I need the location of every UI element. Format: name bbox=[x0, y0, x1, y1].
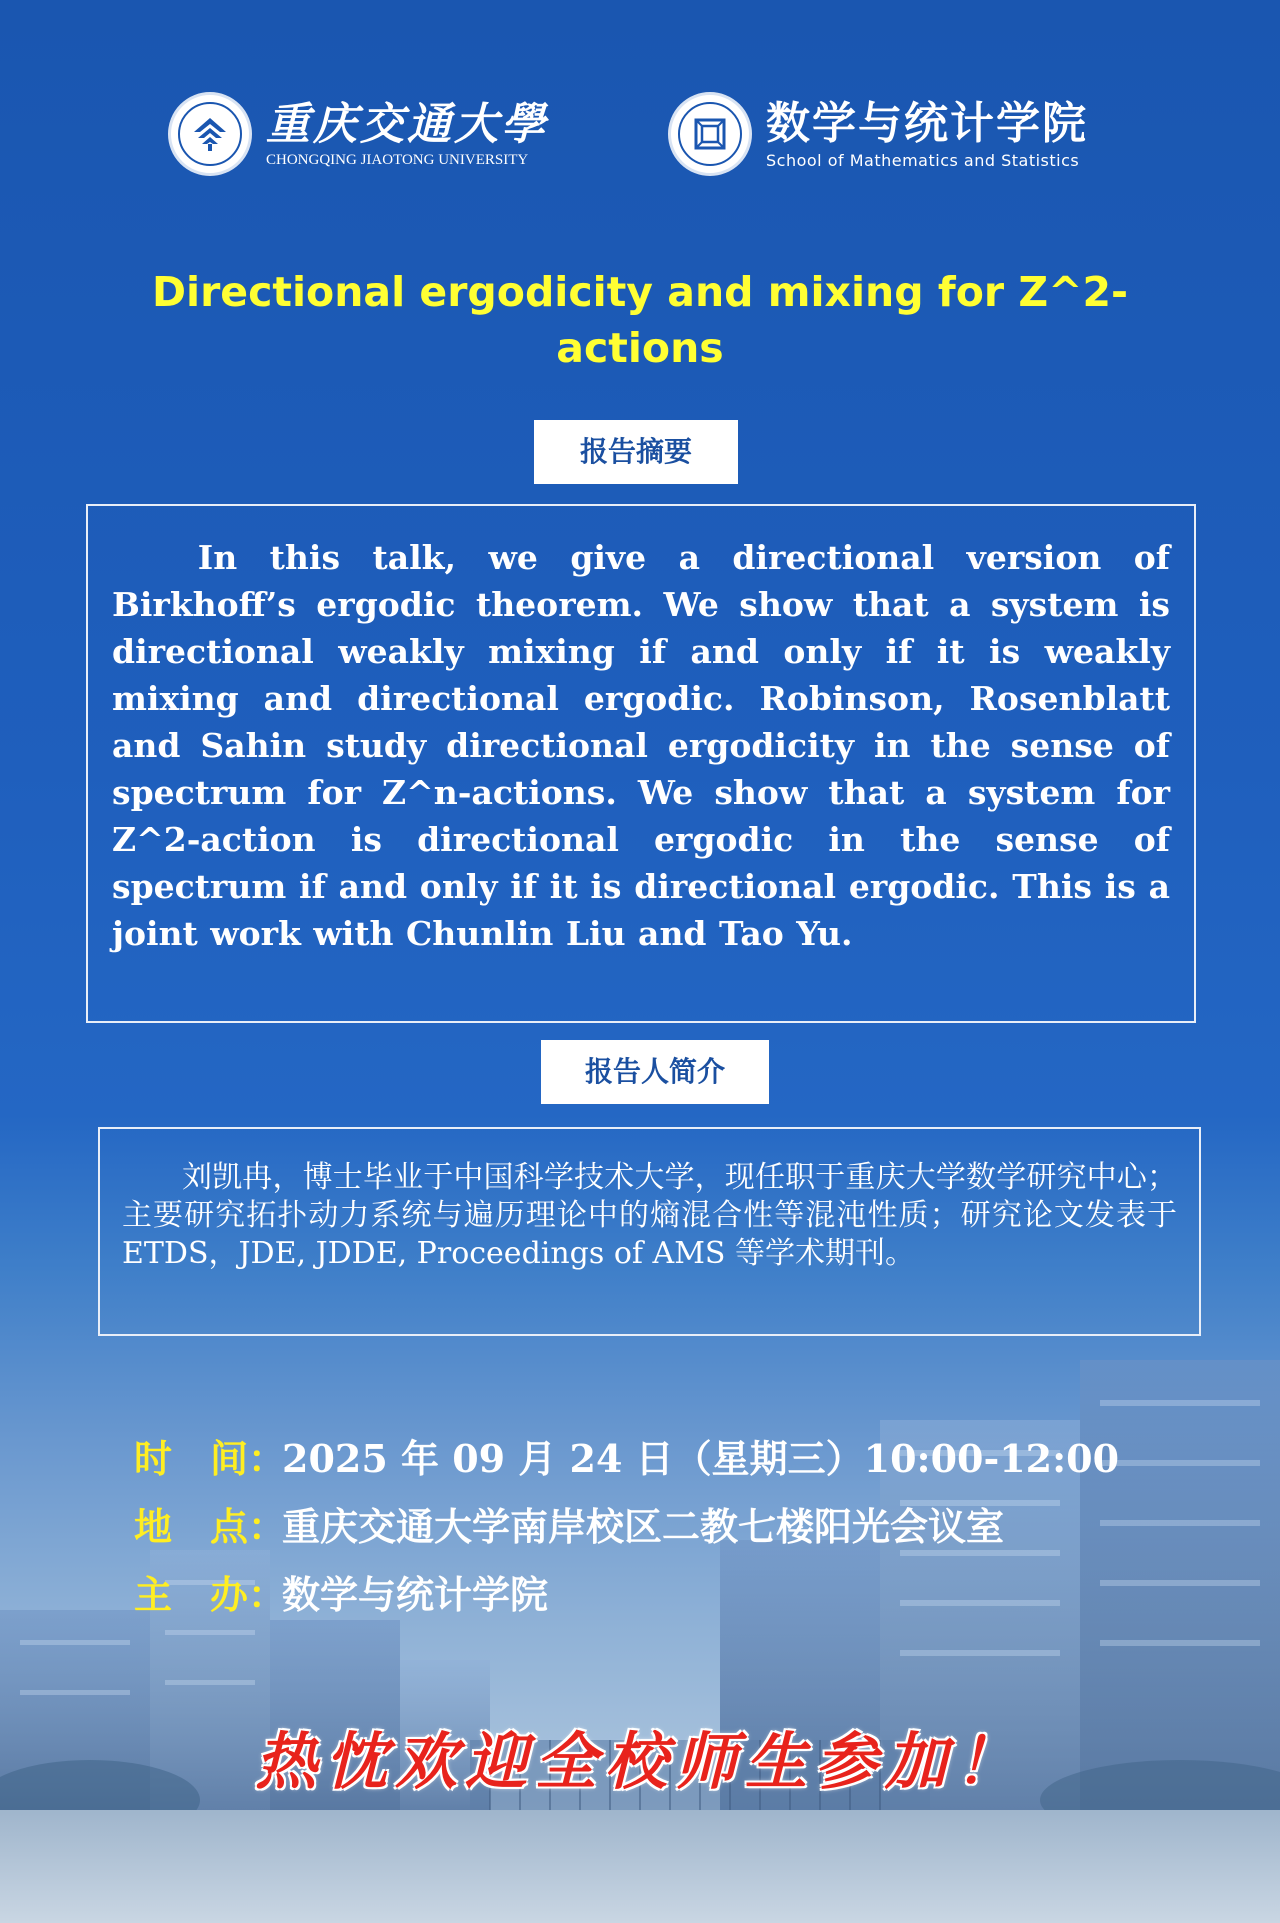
school-seal-icon bbox=[668, 92, 752, 176]
time-value: 2025 年 09 月 24 日（星期三）10:00-12:00 bbox=[282, 1436, 1120, 1481]
university-logo bbox=[168, 92, 548, 176]
time-row bbox=[134, 1428, 1119, 1483]
host-row bbox=[134, 1564, 548, 1619]
bio-label: 报告人简介 bbox=[541, 1040, 769, 1104]
abstract-label: 报告摘要 bbox=[534, 420, 738, 484]
university-seal-icon bbox=[168, 92, 252, 176]
bio-box bbox=[98, 1127, 1201, 1336]
header bbox=[0, 92, 1280, 182]
bio-text: 刘凯冉，博士毕业于中国科学技术大学，现任职于重庆大学数学研究中心；主要研究拓扑动力系统与遍历理论中的熵混合性等混沌性质；研究论文发表于 ETDS，JDE, JDDE, Proceedings of AMS 等学术期刊。 bbox=[122, 1160, 1177, 1271]
school-name-en: School of Mathematics and Statistics bbox=[766, 150, 1080, 170]
talk-title: Directional ergodicity and mixing for Z^2-actions bbox=[151, 268, 1128, 372]
school-name-cn: 数学与统计学院 bbox=[766, 97, 1088, 149]
abstract-text: In this talk, we give a directional version of Birkhoff’s ergodic theorem. We show that a system is directional weakly mixing if and only if it is weakly mixing and directional ergodic. Robinson, Rosenblatt and Sahin study directional ergodicity in the sense of spectrum for Z^n-actions. We show that a system for Z^2-action is directional ergodic in the sense of spectrum if and only if it is directional ergodic. This is a joint work with Chunlin Liu and Tao Yu. bbox=[112, 538, 1170, 953]
university-name-en: CHONGQING JIAOTONG UNIVERSITY bbox=[266, 151, 529, 168]
place-row bbox=[134, 1496, 1004, 1551]
place-value: 重庆交通大学南岸校区二教七楼阳光会议室 bbox=[282, 1504, 1005, 1549]
host-key: 主 办： bbox=[134, 1573, 287, 1617]
school-logo bbox=[668, 92, 1088, 176]
time-key: 时 间： bbox=[134, 1437, 287, 1481]
university-name-cn: 重庆交通大學 bbox=[266, 98, 548, 150]
abstract-box bbox=[86, 504, 1196, 1023]
place-key: 地 点： bbox=[134, 1505, 287, 1549]
host-value: 数学与统计学院 bbox=[282, 1572, 549, 1617]
welcome-banner: 热忱欢迎全校师生参加！ bbox=[254, 1725, 1025, 1798]
